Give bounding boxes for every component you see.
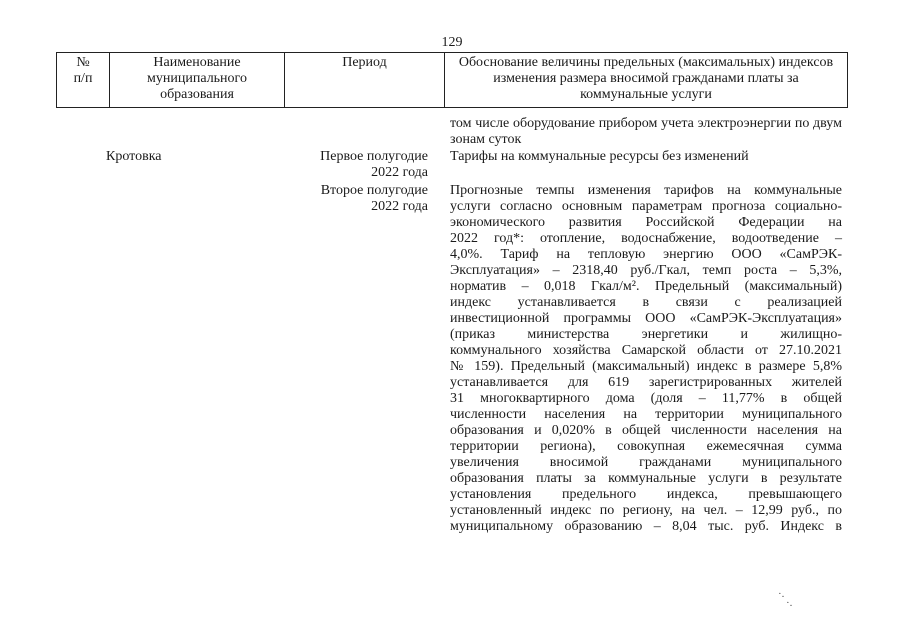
col-header-justification-text: Обоснование величины предельных (максимальных) индексов изменения размера вносимой гражданами платы за коммунальные услуги: [458, 55, 834, 102]
scan-speck: ·.: [786, 597, 793, 609]
text-line: (приказ министерства энергетики и жилищно-: [450, 327, 842, 342]
continuation-text: том числе оборудование прибором учета электроэнергии по двум зонам суток: [450, 116, 842, 147]
text-line: 2022 год*: отопление, водоснабжение, водоотведение –: [450, 231, 842, 246]
text-line: устанавливается для 619 зарегистрированных жителей: [450, 375, 842, 390]
page-number: 129: [441, 35, 463, 50]
text-line: Эксплуатация» – 2318,40 руб./Гкал, темп роста – 5,3%,: [450, 263, 842, 278]
text-line: образования и 0,020% в общей численности населения на: [450, 423, 842, 438]
text-line: инвестиционной программы ООО «СамРЭК-Эксплуатация»: [450, 311, 842, 326]
period-second-half: Второе полугодие 2022 года: [320, 183, 428, 214]
text-line: индекс устанавливается в связи с реализацией: [450, 295, 842, 310]
text-line: услуги согласно основным параметрам прогноза социально-: [450, 199, 842, 214]
col-header-number: [57, 53, 110, 108]
first-half-text: Тарифы на коммунальные ресурсы без изменений: [450, 149, 749, 164]
text-line: коммунального хозяйства Самарской области от 27.10.2021: [450, 343, 842, 358]
table-header-row: [57, 53, 848, 108]
text-line: № 159). Предельный (максимальный) индекс в размере 5,8%: [450, 359, 842, 374]
col-header-period: [285, 53, 445, 108]
table-header: [56, 52, 848, 108]
text-line: муниципальному образованию – 8,04 тыс. руб. Индекс в: [450, 519, 842, 534]
scan-speck: ·.: [778, 588, 785, 600]
text-line: численности населения на территории муниципального: [450, 407, 842, 422]
col-header-period-text: Период: [342, 55, 387, 70]
municipality-name: Кротовка: [106, 149, 162, 164]
text-line: 31 многоквартирного дома (доля – 11,77% в общей: [450, 391, 842, 406]
text-line: территории региона), совокупная ежемесячная сумма: [450, 439, 842, 454]
col-header-justification: [445, 53, 848, 108]
text-line: установленный индекс по региону, на чел. – 12,99 руб., по: [450, 503, 842, 518]
text-line: образования платы за коммунальные услуги в результате: [450, 471, 842, 486]
text-line: увеличения вносимой гражданами муниципального: [450, 455, 842, 470]
text-line: установления предельного индекса, превышающего: [450, 487, 842, 502]
col-header-municipality: [110, 53, 285, 108]
period-first-half: Первое полугодие 2022 года: [320, 149, 428, 180]
col-header-number-text: № п/п: [73, 55, 93, 86]
text-line: экономического развития Российской Федерации на: [450, 215, 842, 230]
col-header-municipality-text: Наименование муниципального образования: [147, 55, 247, 102]
text-line: 4,0%. Тариф на тепловую энергию ООО «СамРЭК-: [450, 247, 842, 262]
text-line: норматив – 0,018 Гкал/м². Предельный (максимальный): [450, 279, 842, 294]
text-line: Прогнозные темпы изменения тарифов на коммунальные: [450, 183, 842, 198]
second-half-text: [450, 183, 842, 535]
